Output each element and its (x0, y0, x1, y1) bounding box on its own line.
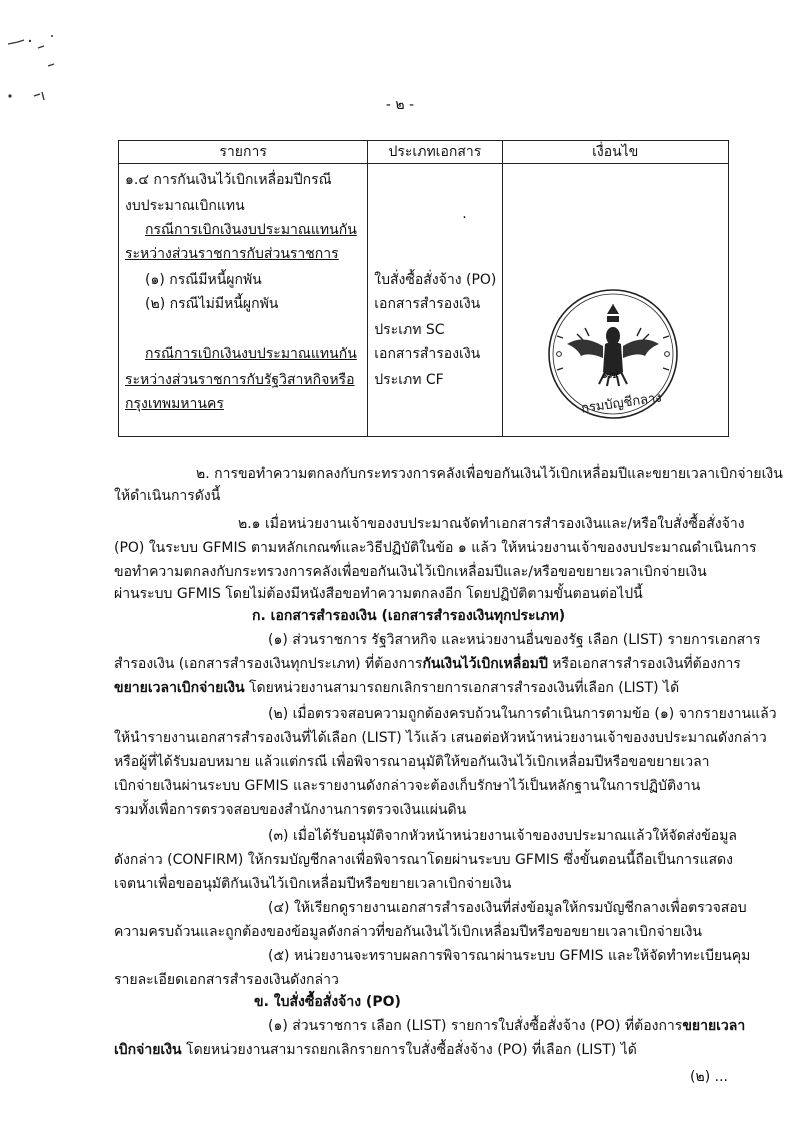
item-line: กรณีการเบิกเงินงบประมาณแทนกัน (145, 346, 357, 362)
text-run: โดยหน่วยงานสามารถยกเลิกรายการใบสั่งซื้อสั่งจ้าง (PO) ที่เลือก (LIST) ได้ (181, 1042, 637, 1058)
item-line: ๑.๔ การกันเงินไว้เบิกเหลื่อมปีกรณี (125, 172, 332, 188)
text-run: (๑) ส่วนราชการ เลือก (LIST) รายการใบสั่งซื้อสั่งจ้าง (PO) ที่ต้องการ (268, 1018, 683, 1034)
doctype-line: ประเภท CF (374, 372, 444, 388)
document-body (114, 460, 783, 1060)
paragraph-line: ดังกล่าว (CONFIRM) ให้กรมบัญชีกลางเพื่อพิจารณาโดยผ่านระบบ GFMIS ซึ่งขั้นตอนนี้ถือเป็นการแสดง (114, 852, 733, 868)
text-run: หรือเอกสารสำรองเงินที่ต้องการ (547, 656, 741, 672)
paragraph-line: ความครบถ้วนและถูกต้องของข้อมูลดังกล่าวที่ขอกันเงินไว้เบิกเหลื่อมปีหรือขอขยายเวลาเบิกจ่ายเงิน (114, 924, 702, 940)
seal-text: กรมบัญชีกลาง (579, 390, 663, 417)
doctype-mark: · (462, 210, 467, 226)
paragraph-line: เจตนาเพื่อขออนุมัติกันเงินไว้เบิกเหลื่อมปีหรือขยายเวลาเบิกจ่ายเงิน (114, 876, 512, 892)
item-line: กรุงเทพมหานคร (125, 396, 224, 412)
paragraph-line (268, 1016, 745, 1036)
bold-run: เบิกจ่ายเงิน (114, 1042, 182, 1058)
text-run: โดยหน่วยงานสามารถยกเลิกรายการเอกสารสำรองเงินที่เลือก (LIST) ได้ (244, 680, 680, 696)
text-run: สำรองเงิน (เอกสารสำรองเงินทุกประเภท) ที่ต้องการ (114, 656, 423, 672)
paragraph-line: (๑) ส่วนราชการ รัฐวิสาหกิจ และหน่วยงานอื่นของรัฐ เลือก (LIST) รายการเอกสาร (268, 632, 761, 648)
paragraph-line: ผ่านระบบ GFMIS โดยไม่ต้องมีหนังสือขอทำความตกลงอีก โดยปฏิบัติตามขั้นตอนต่อไปนี้ (114, 586, 643, 602)
paragraph-line: ๒.๑ เมื่อหน่วยงานเจ้าของงบประมาณจัดทำเอกสารสำรองเงินและ/หรือใบสั่งซื้อสั่งจ้าง (238, 516, 745, 532)
item-line: งบประมาณเบิกแทน (125, 198, 245, 214)
paragraph-line: เบิกจ่ายเงินผ่านระบบ GFMIS และรายงานดังกล่าวจะต้องเก็บรักษาไว้เป็นหลักฐานในการปฏิบัติงาน (114, 778, 701, 794)
paragraph-line: (๕) หน่วยงานจะทราบผลการพิจารณาผ่านระบบ GFMIS และให้จัดทำทะเบียนคุม (268, 948, 751, 964)
paragraph-line (114, 1040, 637, 1060)
paragraph-line: (๔) ให้เรียกดูรายงานเอกสารสำรองเงินที่ส่งข้อมูลให้กรมบัญชีกลางเพื่อตรวจสอบ (268, 900, 747, 916)
paragraph-line: หรือผู้ที่ได้รับมอบหมาย แล้วแต่กรณี เพื่อพิจารณาอนุมัติให้ขอกันเงินไว้เบิกเหลื่อมปีหรือขอขยายเวลา (114, 754, 710, 770)
paragraph-line: ให้ดำเนินการดังนี้ (114, 488, 221, 504)
header-condition: เงื่อนไข (502, 141, 728, 164)
paragraph-line: (๓) เมื่อได้รับอนุมัติจากหัวหน้าหน่วยงานเจ้าของงบประมาณแล้วให้จัดส่งข้อมูล (268, 828, 738, 844)
item-line: กรณีการเบิกเงินงบประมาณแทนกัน (145, 222, 357, 238)
paragraph-line: (PO) ในระบบ GFMIS ตามหลักเกณฑ์และวิธีปฏิบัติในข้อ ๑ แล้ว ให้หน่วยงานเจ้าของงบประมาณดำเนินการ (114, 540, 757, 556)
item-line: (๑) กรณีมีหนี้ผูกพัน (145, 272, 262, 288)
item-line: (๒) กรณีไม่มีหนี้ผูกพัน (145, 296, 279, 312)
paragraph-line: รวมทั้งเพื่อการตรวจสอบของสำนักงานการตรวจเงินแผ่นดิน (114, 802, 467, 818)
condition-cell (502, 164, 728, 437)
paragraph-line: ให้นำรายงานเอกสารสำรองเงินที่ได้เลือก (LIST) ไว้แล้ว เสนอต่อหัวหน้าหน่วยงานเจ้าของงบประมาณดังกล่าว (114, 730, 767, 746)
doctype-line: ใบสั่งซื้อสั่งจ้าง (PO) (374, 272, 497, 288)
item-line: ระหว่างส่วนราชการกับรัฐวิสาหกิจหรือ (125, 372, 355, 388)
item-line: ระหว่างส่วนราชการกับส่วนราชการ (125, 246, 339, 262)
header-items: รายการ (119, 141, 368, 164)
paragraph-line: รายละเอียดเอกสารสำรองเงินดังกล่าว (114, 972, 339, 988)
doctype-cell (368, 164, 502, 437)
header-doctype: ประเภทเอกสาร (368, 141, 502, 164)
doctype-line: เอกสารสำรองเงิน (374, 346, 481, 362)
paragraph-line: (๒) เมื่อตรวจสอบความถูกต้องครบถ้วนในการดำเนินการตามข้อ (๑) จากรายงานแล้ว (268, 706, 777, 722)
section-heading: ก. เอกสารสำรองเงิน (เอกสารสำรองเงินทุกประเภท) (252, 608, 566, 624)
bold-run: กันเงินไว้เบิกเหลื่อมปี (422, 656, 548, 672)
paragraph-line (114, 654, 741, 674)
paragraph-line (114, 678, 679, 698)
continuation-marker: (๒) ... (690, 1069, 728, 1085)
page-number: - ๒ - (385, 97, 415, 113)
paragraph-line: ขอทำความตกลงกับกระทรวงการคลังเพื่อขอกันเงินไว้เบิกเหลื่อมปีและ/หรือขอขยายเวลาเบิกจ่ายเงิน (114, 564, 707, 580)
doctype-line: เอกสารสำรองเงิน (374, 296, 481, 312)
section-heading: ข. ใบสั่งซื้อสั่งจ้าง (PO) (254, 994, 401, 1010)
items-cell (119, 164, 368, 437)
paragraph-line: ๒. การขอทำความตกลงกับกระทรวงการคลังเพื่อขอกันเงินไว้เบิกเหลื่อมปีและขยายเวลาเบิกจ่ายเงิน (196, 466, 783, 482)
bold-run: ขยายเวลา (682, 1018, 746, 1034)
doctype-line: ประเภท SC (374, 322, 445, 338)
bold-run: ขยายเวลาเบิกจ่ายเงิน (114, 680, 245, 696)
document-table (118, 140, 729, 437)
seal-signature: ๑๗ (600, 367, 618, 381)
